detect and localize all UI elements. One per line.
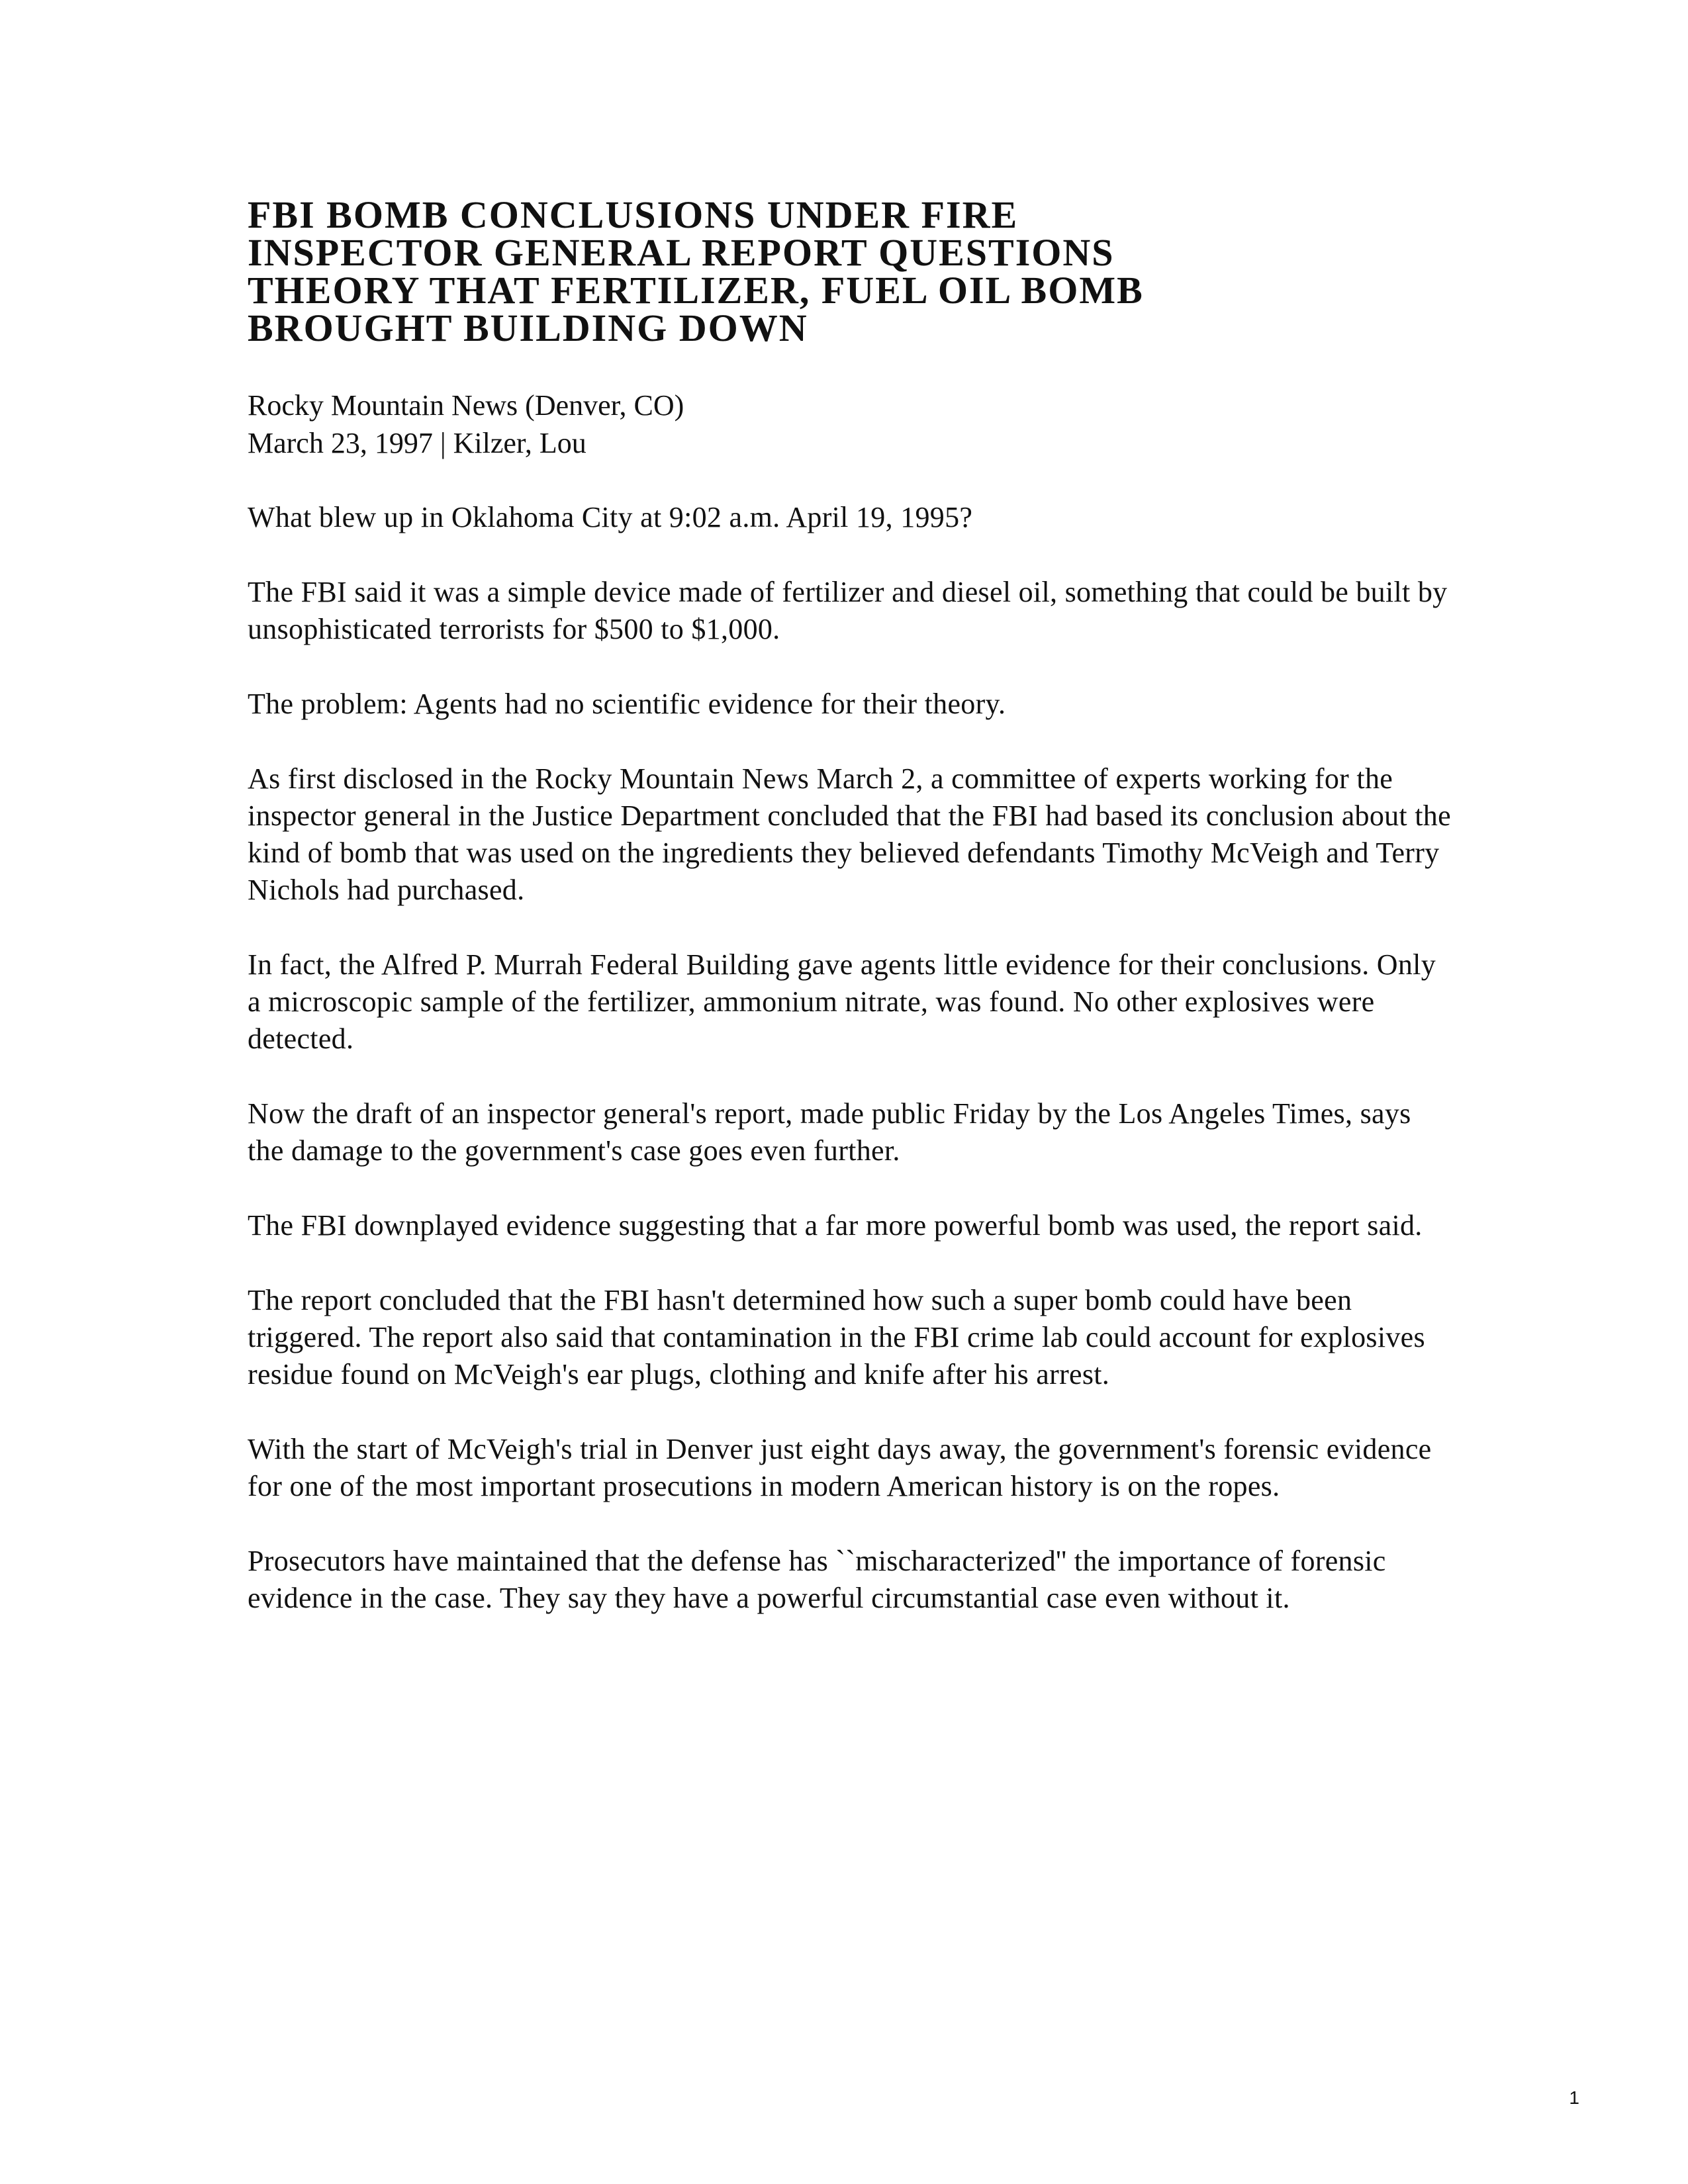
headline-line-3: THEORY THAT FERTILIZER, FUEL OIL BOMB [248, 269, 1144, 312]
paragraph-1: What blew up in Oklahoma City at 9:02 a.m. April 19, 1995? [248, 501, 973, 533]
article-headline [248, 193, 1452, 349]
headline-line-2: INSPECTOR GENERAL REPORT QUESTIONS [248, 231, 1115, 274]
paragraph-3: The problem: Agents had no scientific evidence for their theory. [248, 688, 1006, 720]
page-number: 1 [1569, 2087, 1579, 2108]
paragraph-4: As first disclosed in the Rocky Mountain News March 2, a committee of experts working for the inspector general in the Justice Department concluded that the FBI had based its conclusion about the kind of bomb that was used on the ingredients they believed defendants Timothy McVeigh and Terry Nichols had purchased. [248, 762, 1451, 906]
paragraph-6: Now the draft of an inspector general's report, made public Friday by the Los Angeles Times, says the damage to the government's case goes even further. [248, 1097, 1411, 1167]
document-page [248, 193, 1452, 1655]
paragraph-5: In fact, the Alfred P. Murrah Federal Building gave agents little evidence for their conclusions. Only a microscopic sample of the fertilizer, ammonium nitrate, was found. No other explosives were detected. [248, 948, 1436, 1055]
paragraph-7: The FBI downplayed evidence suggesting that a far more powerful bomb was used, the report said. [248, 1209, 1423, 1242]
headline-line-1: FBI BOMB CONCLUSIONS UNDER FIRE [248, 193, 1019, 236]
paragraph-9: With the start of McVeigh's trial in Denver just eight days away, the government's forensic evidence for one of the most important prosecutions in modern American history is on the ropes. [248, 1433, 1432, 1502]
paragraph-10: Prosecutors have maintained that the defense has ``mischaracterized'' the importance of forensic evidence in the case. They say they have a powerful circumstantial case even without it. [248, 1545, 1386, 1614]
paragraph-8: The report concluded that the FBI hasn't determined how such a super bomb could have been triggered. The report also said that contamination in the FBI crime lab could account for explosives residue found on McVeigh's ear plugs, clothing and knife after his arrest. [248, 1284, 1425, 1390]
article-source: Rocky Mountain News (Denver, CO) [248, 389, 684, 422]
headline-line-4: BROUGHT BUILDING DOWN [248, 306, 808, 349]
article-body [248, 499, 1452, 1617]
article-meta [248, 387, 1452, 462]
article-dateline: March 23, 1997 | Kilzer, Lou [248, 427, 586, 459]
paragraph-2: The FBI said it was a simple device made of fertilizer and diesel oil, something that could be built by unsophisticated terrorists for $500 to $1,000. [248, 576, 1448, 645]
